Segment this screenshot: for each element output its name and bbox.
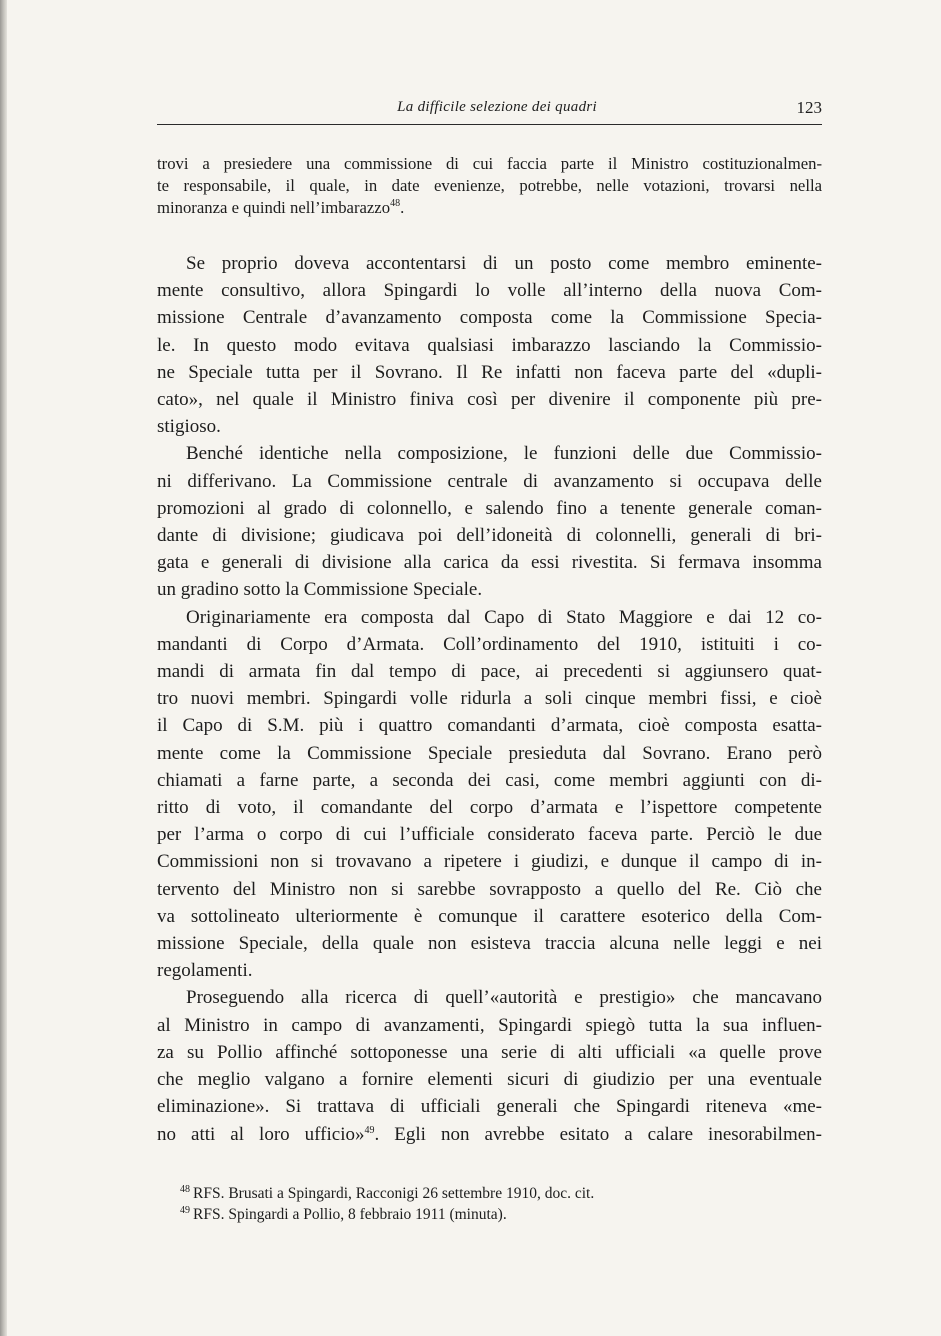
footnote xyxy=(180,1184,820,1205)
footnote xyxy=(180,1205,820,1226)
text-line: Commissioni non si trovavano a ripetere i giudizi, e dunque il campo di in- xyxy=(157,851,822,873)
footnote-text: RFS. Spingardi a Pollio, 8 febbraio 1911 (minuta). xyxy=(193,1206,507,1223)
text-line: Originariamente era composta dal Capo di Stato Maggiore e dai 12 co- xyxy=(186,606,822,628)
text-line: missione Speciale, della quale non esisteva traccia alcuna nelle leggi e nei xyxy=(157,933,822,955)
body-text xyxy=(157,250,822,1148)
text-line: ni differivano. La Commissione centrale di avanzamento si occupava delle xyxy=(157,470,822,492)
text-line: promozioni al grado di colonnello, e salendo fino a tenente generale coman- xyxy=(157,497,822,519)
text-line: mandi di armata fin dal tempo di pace, ai precedenti si aggiunsero quat- xyxy=(157,661,822,683)
text-line: tervento del Ministro non si sarebbe sovrapposto a quello del Re. Ciò che xyxy=(157,878,822,900)
footnotes xyxy=(180,1184,820,1226)
text-line: che meglio valgano a fornire elementi sicuri di giudizio per una eventuale xyxy=(157,1069,822,1091)
text-line: gata e generali di divisione alla carica da essi rivestita. Si fermava insomma xyxy=(157,552,822,574)
text-line: mente consultivo, allora Spingardi lo volle all’interno della nuova Com- xyxy=(157,280,822,302)
text-line: chiamati a farne parte, a seconda dei casi, come membri aggiunti con di- xyxy=(157,769,822,791)
text-line: al Ministro in campo di avanzamenti, Spingardi spiegò tutta la sua influen- xyxy=(157,1014,822,1036)
quoted-passage xyxy=(157,153,822,219)
running-header xyxy=(157,98,822,125)
text-line: za su Pollio affinché sottoponesse una serie di alti ufficiali «a quelle prove xyxy=(157,1041,822,1063)
page-number: 123 xyxy=(796,98,822,117)
text-line: tro nuovi membri. Spingardi volle ridurla a soli cinque membri fissi, e cioè xyxy=(157,688,822,710)
footnote-ref-48: 48 xyxy=(390,198,401,209)
paragraph xyxy=(157,984,822,1147)
footnote-number: 48 xyxy=(180,1184,190,1195)
text-line: per l’arma o corpo di cui l’ufficiale considerato faceva parte. Perciò le due xyxy=(157,824,822,846)
text-line: ritto di voto, il comandante del corpo d’armata e l’ispettore competente xyxy=(157,797,822,819)
text-line: Se proprio doveva accontentarsi di un posto come membro eminente- xyxy=(186,253,822,274)
text-line: Benché identiche nella composizione, le funzioni delle due Commissio- xyxy=(186,443,822,465)
text-line: no atti al loro ufficio»$^{49}$. Egli non avrebbe esitato a calare inesorabilmen- xyxy=(157,1123,823,1145)
text-line: stigioso. xyxy=(157,416,221,438)
quote-line: te responsabile, il quale, in date evenienze, potrebbe, nelle votazioni, trovarsi nella xyxy=(157,176,822,195)
footnote-number: 49 xyxy=(180,1205,190,1216)
page-binding-edge xyxy=(0,0,7,1336)
quote-line: minoranza e quindi nell’imbarazzo$^{48}$. xyxy=(157,198,405,217)
text-line: mente come la Commissione Speciale presieduta dal Sovrano. Erano però xyxy=(157,742,822,764)
text-line: regolamenti. xyxy=(157,960,253,982)
text-line: le. In questo modo evitava qualsiasi imbarazzo lasciando la Commissio- xyxy=(157,334,822,356)
text-line: un gradino sotto la Commissione Speciale. xyxy=(157,579,483,601)
text-line: eliminazione». Si trattava di ufficiali generali che Spingardi riteneva «me- xyxy=(157,1096,822,1118)
text-line: dante di divisione; giudicava poi dell’idoneità di colonnelli, generali di bri- xyxy=(157,525,822,547)
text-line: missione Centrale d’avanzamento composta come la Commissione Specia- xyxy=(157,307,822,329)
footnote-text: RFS. Brusati a Spingardi, Racconigi 26 settembre 1910, doc. cit. xyxy=(193,1185,595,1202)
text-line: cato», nel quale il Ministro finiva così per divenire il componente più pre- xyxy=(157,389,822,411)
quote-line: trovi a presiedere una commissione di cui faccia parte il Ministro costituzionalmen- xyxy=(157,154,822,173)
paragraph xyxy=(157,440,822,603)
running-title: La difficile selezione dei quadri xyxy=(397,99,597,115)
text-line: ne Speciale tutta per il Sovrano. Il Re infatti non faceva parte del «dupli- xyxy=(157,361,822,383)
paragraph xyxy=(157,604,822,985)
text-line: Proseguendo alla ricerca di quell’«autorità e prestigio» che mancavano xyxy=(186,987,822,1009)
text-line: va sottolineato ulteriormente è comunque il carattere esoterico della Com- xyxy=(157,905,822,927)
text-line: mandanti di Corpo d’Armata. Coll’ordinamento del 1910, istituiti i co- xyxy=(157,633,822,655)
paragraph xyxy=(157,250,822,440)
footnote-ref-49: 49 xyxy=(364,1124,375,1136)
text-line: il Capo di S.M. più i quattro comandanti d’armata, cioè composta esatta- xyxy=(157,715,822,737)
